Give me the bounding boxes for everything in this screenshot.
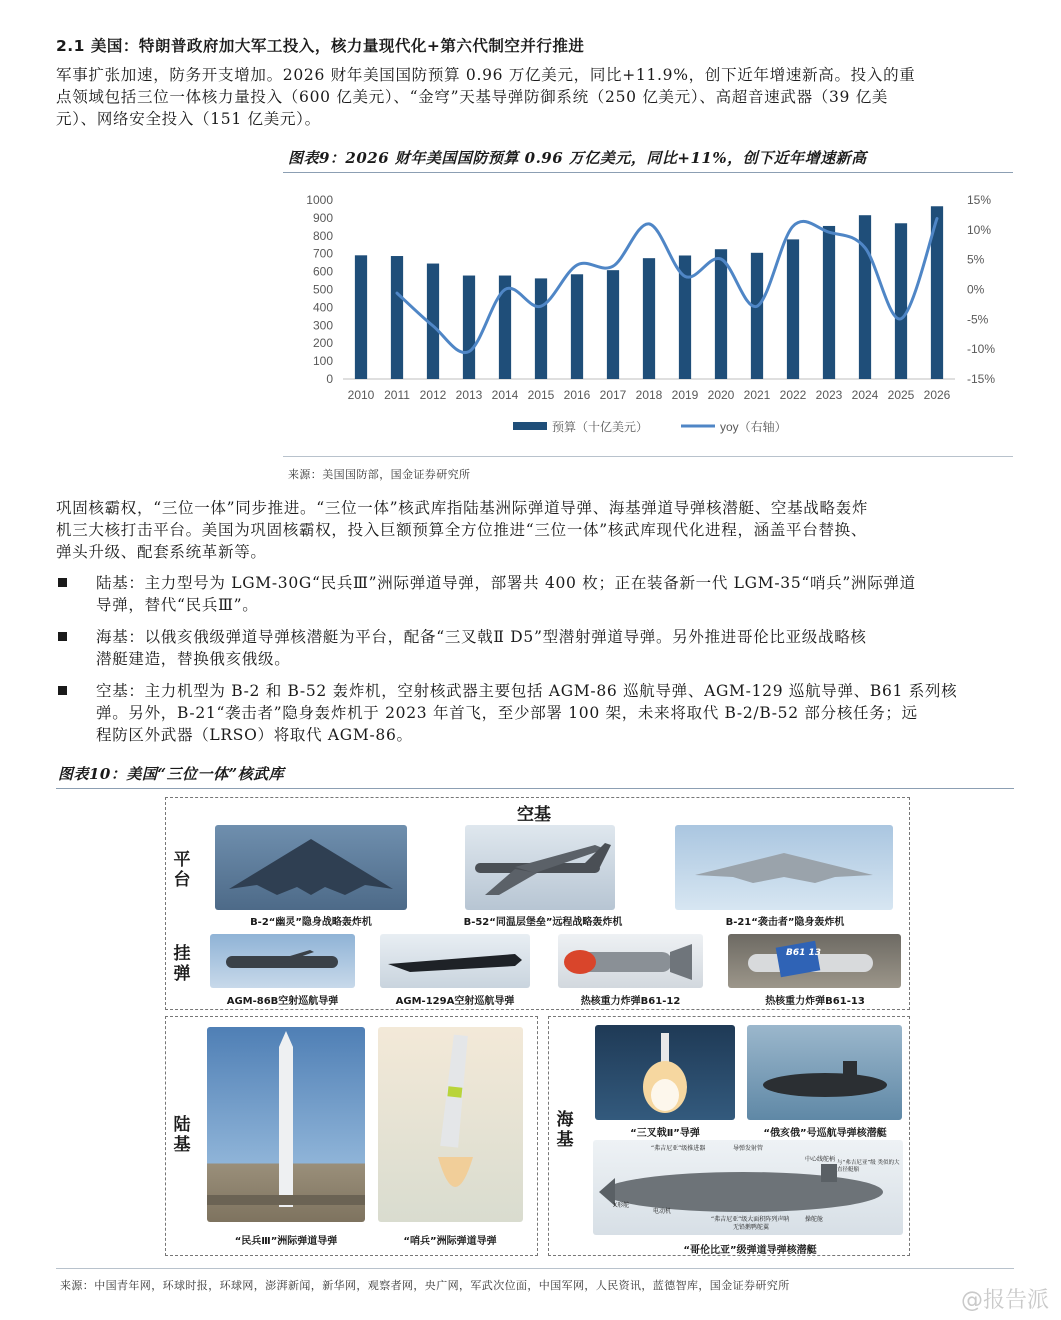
figure10-bottom-rule <box>56 1268 1014 1269</box>
budget-bar <box>895 223 907 379</box>
bullet-air <box>96 680 1006 746</box>
bullet-line: 程防区外武器（LRSO）将取代 AGM-86。 <box>96 726 413 744</box>
figure9-title: 图表9：2026 财年美国国防预算 0.96 万亿美元，同比+11%，创下近年增速新高 <box>288 149 867 167</box>
budget-bar <box>823 226 835 379</box>
callout-planes: 无铅鹅鸭舵翼 <box>733 1224 770 1231</box>
y-left-tick-label: 600 <box>312 264 333 279</box>
x-tick-label: 2015 <box>527 388 555 402</box>
callout-bow: 与“弗吉尼亚”级 类似的大直径艇艏 <box>837 1160 900 1173</box>
y-right-tick-label: 0% <box>967 282 985 297</box>
x-tick-label: 2020 <box>707 388 735 402</box>
analysis-line: 弹头升级、配套系统革新等。 <box>56 543 267 561</box>
ohio-caption: “俄亥俄”号巡航导弹核潜艇 <box>763 1128 887 1139</box>
legend-line-label: yoy（右轴） <box>720 420 787 434</box>
bullet-square <box>58 632 67 641</box>
y-left-tick-label: 900 <box>312 210 333 225</box>
x-tick-label: 2019 <box>671 388 699 402</box>
callout-propulsor: “弗吉尼亚”级推进器 <box>651 1145 706 1152</box>
figure9-source: 来源：美国国防部，国金证券研究所 <box>288 468 471 481</box>
figure10-top-rule <box>56 788 1014 789</box>
x-tick-label: 2016 <box>563 388 591 402</box>
callout-x-rudder: X形舵 <box>613 1202 630 1209</box>
budget-bar <box>787 239 799 379</box>
columbia-caption: “哥伦比亚”级弹道导弹核潜艇 <box>683 1245 817 1256</box>
chart-legend <box>513 419 787 434</box>
budget-bar <box>535 278 547 379</box>
b2-bomber-image <box>215 825 407 910</box>
columbia-submarine-image <box>593 1140 903 1235</box>
figure10-title: 图表10：美国“三位一体”核武库 <box>58 765 285 783</box>
figure10-source: 来源：中国青年网，环球时报，环球网，澎湃新闻，新华网，观察者网，央广网，军武次位面，中国军网，人民资讯，蓝德智库，国金证券研究所 <box>60 1279 790 1292</box>
y-left-tick-label: 800 <box>312 228 333 243</box>
b21-caption: B-21“袭击者”隐身轰炸机 <box>725 917 845 928</box>
y-left-tick-label: 100 <box>312 354 333 369</box>
b61-marking: B61 13 <box>786 948 822 958</box>
figure9-bottom-rule <box>283 456 1013 457</box>
x-tick-label: 2011 <box>384 388 410 402</box>
intro-paragraph <box>56 64 1006 130</box>
y-right-tick-label: -10% <box>967 342 996 357</box>
intro-line: 军事扩张加速，防务开支增加。2026 财年美国国防预算 0.96 万亿美元，同比+11.9%，创下近年增速新高。投入的重 <box>56 66 916 84</box>
legend-bar-swatch <box>513 422 547 430</box>
land-based-label: 陆基 <box>173 1115 191 1155</box>
bullet-line: 陆基：主力型号为 LGM-30G“民兵Ⅲ”洲际弹道导弹，部署共 400 枚；正在装备新一代 LGM-35“哨兵”洲际弹道 <box>96 574 916 592</box>
bullet-sea <box>96 626 1006 670</box>
intro-line: 元）、网络安全投入（151 亿美元）。 <box>56 110 321 128</box>
budget-bar <box>391 256 403 379</box>
b61-13-bomb-image <box>728 934 901 988</box>
minuteman-missile-image <box>207 1027 365 1222</box>
budget-bar <box>463 276 475 379</box>
air-based-title: 空基 <box>517 805 551 825</box>
bullet-land <box>96 572 1006 616</box>
x-tick-label: 2023 <box>815 388 843 402</box>
agm129-caption: AGM-129A空射巡航导弹 <box>395 996 515 1007</box>
y-left-tick-label: 700 <box>312 246 333 261</box>
minuteman-caption: “民兵Ⅲ”洲际弹道导弹 <box>234 1236 338 1247</box>
analysis-line: 机三大核打击平台。美国为巩固核霸权，投入巨额预算全方位推进“三位一体”核武库现代化进程，涵盖平台替换、 <box>56 521 868 539</box>
bullet-square <box>58 578 67 587</box>
y-right-tick-label: -15% <box>967 372 996 386</box>
x-tick-label: 2021 <box>743 388 771 402</box>
x-tick-label: 2025 <box>887 388 915 402</box>
section-heading: 2.1 美国：特朗普政府加大军工投入，核力量现代化+第六代制空并行推进 <box>56 37 585 55</box>
watermark: @报告派 <box>960 1288 1049 1313</box>
b61-12-caption: 热核重力炸弹B61-12 <box>580 996 681 1007</box>
x-tick-label: 2017 <box>599 388 627 402</box>
b21-bomber-image <box>675 825 893 910</box>
yoy-line <box>397 218 937 352</box>
sentinel-missile-image <box>378 1027 523 1222</box>
budget-bar <box>607 270 619 379</box>
figure9-top-rule <box>283 172 1013 173</box>
budget-bar <box>751 253 763 379</box>
budget-bar <box>643 258 655 379</box>
x-tick-label: 2013 <box>455 388 483 402</box>
y-right-tick-label: -5% <box>967 312 989 327</box>
bomb-label: 挂弹 <box>173 944 191 984</box>
budget-bar <box>571 274 583 379</box>
bullet-square <box>58 686 67 695</box>
b61-13-caption: 热核重力炸弹B61-13 <box>765 996 865 1007</box>
budget-chart <box>283 176 1013 446</box>
bullet-line: 潜艇建造，替换俄亥俄级。 <box>96 650 291 668</box>
callout-control-room: 操舵舱 <box>805 1216 824 1223</box>
trident-caption: “三叉戟Ⅱ”导弹 <box>630 1128 700 1139</box>
ohio-submarine-image <box>747 1025 902 1120</box>
analysis-line: 巩固核霸权，“三位一体”同步推进。“三位一体”核武库指陆基洲际弹道导弹、海基弹道导弹核潜艇、空基战略轰炸 <box>56 499 869 517</box>
budget-bar <box>859 215 871 379</box>
sea-based-label: 海基 <box>556 1110 574 1150</box>
callout-motor: 电动机 <box>653 1208 672 1215</box>
x-tick-label: 2022 <box>779 388 807 402</box>
b52-caption: B-52“同温层堡垒”远程战略轰炸机 <box>463 917 623 928</box>
trident-launch-image <box>595 1025 735 1120</box>
intro-line: 点领域包括三位一体核力量投入（600 亿美元）、“金穹”天基导弹防御系统（250 亿美元）、高超音速武器（39 亿美 <box>56 88 889 106</box>
x-tick-label: 2026 <box>923 388 951 402</box>
y-left-tick-label: 500 <box>312 282 333 297</box>
y-left-tick-label: 400 <box>312 300 333 315</box>
x-tick-label: 2018 <box>635 388 663 402</box>
budget-bar <box>355 255 367 379</box>
callout-sail-rudder: 中心线舵柄 <box>805 1156 836 1163</box>
y-right-tick-label: 5% <box>967 252 985 267</box>
x-tick-label: 2024 <box>851 388 879 402</box>
platform-label: 平台 <box>173 850 191 890</box>
y-left-tick-label: 200 <box>312 336 333 351</box>
agm86-caption: AGM-86B空射巡航导弹 <box>226 996 339 1007</box>
sentinel-caption: “哨兵”洲际弹道导弹 <box>403 1236 497 1247</box>
b61-12-bomb-image <box>558 934 703 988</box>
analysis-paragraph <box>56 497 1006 563</box>
agm86-missile-image <box>210 934 355 988</box>
b2-caption: B-2“幽灵”隐身战略轰炸机 <box>250 917 372 928</box>
y-left-tick-label: 1000 <box>306 193 333 207</box>
agm129-missile-image <box>380 934 530 988</box>
bullet-line: 海基：以俄亥俄级弹道导弹核潜艇为平台，配备“三叉戟Ⅱ D5”型潜射弹道导弹。另外推进哥伦比亚级战略核 <box>96 628 867 646</box>
x-tick-label: 2012 <box>419 388 447 402</box>
bullet-line: 空基：主力机型为 B-2 和 B-52 轰炸机，空射核武器主要包括 AGM-86 巡航导弹、AGM-129 巡航导弹、B61 系列核 <box>96 682 958 700</box>
y-left-tick-label: 0 <box>326 372 333 386</box>
bullet-line: 弹。另外，B-21“袭击者”隐身轰炸机于 2023 年首飞，至少部署 100 架，未来将取代 B-2/B-52 部分核任务；远 <box>96 704 918 722</box>
callout-sonar: “弗吉尼亚”级大面积阵列声呐 <box>711 1216 790 1223</box>
callout-missile-tubes: 导弹发射管 <box>733 1145 764 1152</box>
legend-bar-label: 预算（十亿美元） <box>552 420 649 434</box>
bullet-line: 导弹，替代“民兵Ⅲ”。 <box>96 596 259 614</box>
y-left-tick-label: 300 <box>312 318 333 333</box>
b52-bomber-image <box>465 825 615 910</box>
budget-bar <box>715 249 727 379</box>
x-tick-label: 2014 <box>491 388 519 402</box>
y-right-tick-label: 10% <box>967 222 992 237</box>
x-tick-label: 2010 <box>347 388 375 402</box>
y-right-tick-label: 15% <box>967 193 992 207</box>
